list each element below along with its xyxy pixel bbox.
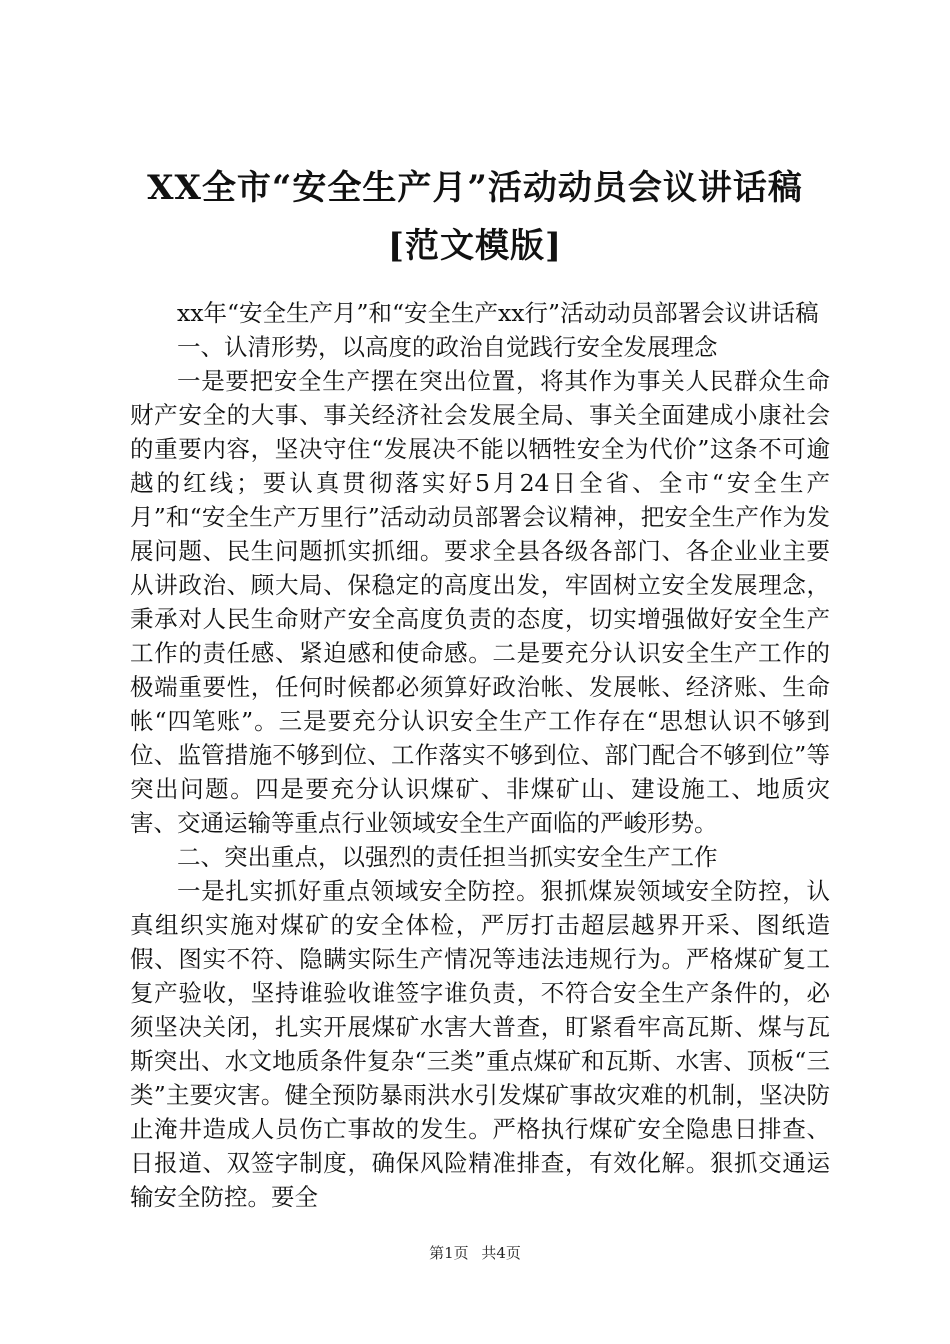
document-title-line-1: XX全市“安全生产月”活动动员会议讲话稿 [147, 168, 803, 208]
page-footer [0, 1242, 950, 1263]
paragraph-heading-2: 二、突出重点，以强烈的责任担当抓实安全生产工作 [177, 843, 718, 871]
paragraph-subtitle: xx年“安全生产月”和“安全生产xx行”活动动员部署会议讲话稿 [177, 299, 819, 327]
page-number-total: 共4页 [481, 1244, 521, 1262]
page-number-current: 第1页 [429, 1244, 469, 1262]
paragraph-body-1: 一是要把安全生产摆在突出位置，将其作为事关人民群众生命财产安全的大事、事关经济社会发展全局、事关全面建成小康社会的重要内容，坚决守住“发展决不能以牺牲安全为代价”这条不可逾越的红线；要认真贯彻落实好5月24日全省、全市“安全生产月”和“安全生产万里行”活动动员部署会议精神，把安全生产作为发展问题、民生问题抓实抓细。要求全县各级各部门、各企业业主要从讲政治、顾大局、保稳定的高度出发，牢固树立安全发展理念，秉承对人民生命财产安全高度负责的态度，切实增强做好安全生产工作的责任感、紧迫感和使命感。二是要充分认识安全生产工作的极端重要性，任何时候都必须算好政治帐、发展帐、经济账、生命帐“四笔账”。三是要充分认识安全生产工作存在“思想认识不够到位、监管措施不够到位、工作落实不够到位、部门配合不够到位”等突出问题。四是要充分认识煤矿、非煤矿山、建设施工、地质灾害、交通运输等重点行业领域安全生产面临的严峻形势。 [130, 367, 830, 837]
paragraph-heading-1: 一、认清形势，以高度的政治自觉践行安全发展理念 [177, 333, 718, 361]
document-body [130, 296, 830, 1214]
paragraph-body-2: 一是扎实抓好重点领域安全防控。狠抓煤炭领域安全防控，认真组织实施对煤矿的安全体检，严厉打击超层越界开采、图纸造假、图实不符、隐瞒实际生产情况等违法违规行为。严格煤矿复工复产验收，坚持谁验收谁签字谁负责，不符合安全生产条件的，必须坚决关闭，扎实开展煤矿水害大普查，盯紧看牢高瓦斯、煤与瓦斯突出、水文地质条件复杂“三类”重点煤矿和瓦斯、水害、顶板“三类”主要灾害。健全预防暴雨洪水引发煤矿事故灾难的机制，坚决防止淹井造成人员伤亡事故的发生。严格执行煤矿安全隐患日排查、日报道、双签字制度，确保风险精准排查，有效化解。狠抓交通运输安全防控。要全 [130, 877, 830, 1211]
document-title-line-2: [范文模版] [387, 226, 563, 266]
